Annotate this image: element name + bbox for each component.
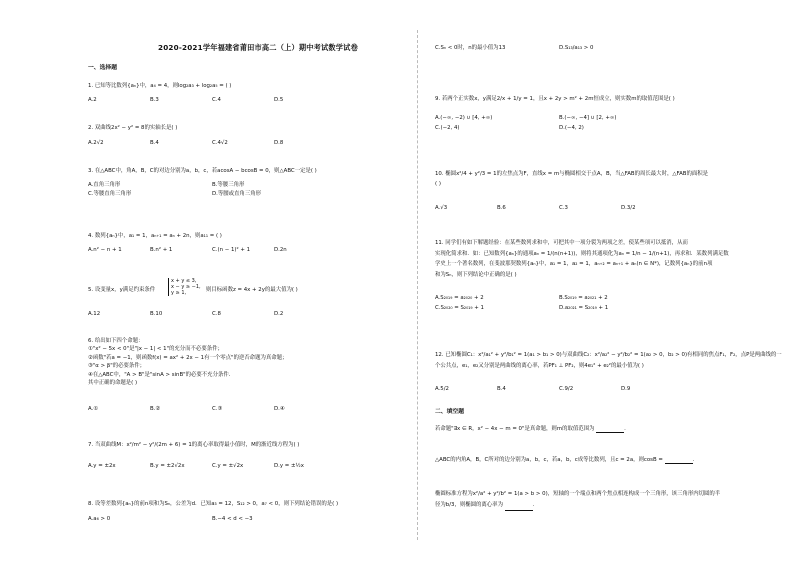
question-8-option-b[interactable]: B.−4 < d < −3 [212, 516, 253, 522]
question-10-option-c[interactable]: C.3 [559, 205, 568, 211]
right-column [435, 0, 782, 562]
question-11-option-b[interactable]: B.S₂₀₁₉ = a₂₀₂₁ + 2 [559, 295, 608, 301]
question-1-option-c[interactable]: C.4 [212, 97, 221, 103]
question-5-tail: 则目标函数z = 4x + 2y的最大值为( ) [206, 287, 298, 293]
question-6-line-1: 6. 给出如下四个命题： [88, 338, 144, 344]
question-12-option-b[interactable]: B.4 [497, 386, 506, 392]
question-4-option-a[interactable]: A.n² − n + 1 [88, 247, 122, 253]
question-9-option-b[interactable]: B.(−∞, −4] ∪ [2, +∞) [559, 115, 617, 121]
question-12-line-1: 12. 已知椭圆C₁：x²/a₁² + y²/b₁² = 1(a₁ > b₁ > 0)与双曲线C₂：x²/a₂² − y²/b₂² = 1(a₂ > 0，b₂ > 0)有相同的焦点F₁，F₂，点P是两曲线的一 [435, 352, 782, 358]
question-2-option-d[interactable]: D.8 [274, 140, 284, 146]
question-1-option-d[interactable]: D.5 [274, 97, 284, 103]
question-6-line-5: ④在△ABC中，"A > B"是"sinA > sinB"的必要不充分条件． [88, 371, 235, 378]
question-9-option-a[interactable]: A.(−∞, −2) ∪ [4, +∞) [435, 115, 493, 121]
question-9-option-d[interactable]: D.(−4, 2) [559, 125, 584, 131]
question-2-option-b[interactable]: B.4 [150, 140, 159, 146]
question-5-option-c[interactable]: C.8 [212, 311, 221, 317]
question-1-text: 1. 已知等比数列{aₙ}中，a₄ = 4，则log₂a₃ + log₂a₅ = ( ) [88, 83, 232, 89]
question-3-option-a[interactable]: A.直角三角形 [88, 182, 121, 188]
question-3-option-b[interactable]: B.等腰三角形 [212, 182, 245, 188]
question-9 [435, 95, 794, 103]
question-4 [88, 232, 428, 240]
question-5-option-b[interactable]: B.10 [150, 311, 163, 317]
question-4-option-c[interactable]: C.(n − 1)² + 1 [212, 247, 251, 253]
question-5-constraint-2: x − y ≥ −1, [171, 284, 201, 290]
question-5-constraints [168, 278, 201, 296]
question-13: 若命题"∃x ∈ R，x² − 4x − m = 0"是真命题，则m的取值范围为 . [435, 426, 626, 432]
question-10-option-d[interactable]: D.3/2 [621, 205, 636, 211]
question-6-line-4: ③"α > β"的必要条件； [88, 363, 146, 370]
section-choice-heading: 一、选择题 [88, 65, 117, 71]
question-10-line-1: 10. 椭圆x²/4 + y²/3 = 1的左焦点为F，直线x = m与椭圆相交于点A，B，当△FAB的周长最大时，△FAB的面积是 [435, 171, 709, 177]
section-fill-heading: 二、填空题 [435, 409, 464, 415]
question-10-option-a[interactable]: A.√3 [435, 205, 448, 211]
question-8-option-c[interactable]: C.Sₙ < 0时，n的最小值为13 [435, 45, 506, 51]
question-11-line-1: 11. 同学们有如下解题经验：在某些数列求和中，可把其中一项分裂为两项之差，使某些项可以抵消，从而 [435, 240, 688, 246]
question-13-answer-blank[interactable] [596, 426, 624, 433]
question-6-line-6: 其中正确的命题是( ) [88, 380, 138, 387]
question-5-option-a[interactable]: A.12 [88, 311, 101, 317]
question-7-option-c[interactable]: C.y = ±√2x [212, 463, 244, 469]
question-15-line-2: 径为b/3，则椭圆的离心率为 [435, 502, 503, 508]
question-6 [88, 337, 428, 387]
question-7-option-b[interactable]: B.y = ±2√2x [150, 463, 185, 469]
question-5 [88, 278, 428, 296]
question-6-option-d[interactable]: D.④ [274, 406, 285, 412]
question-11-line-4: 和为Sₙ，则下列结论中正确的是( ) [435, 271, 517, 278]
left-column [88, 0, 428, 562]
question-6-line-2: ①"x² − 5x < 0"是"|x − 1| < 1"的充分而不必要条件； [88, 346, 223, 353]
question-10-line-2: ( ) [435, 181, 441, 187]
question-5-text: 5. 设变量x，y满足约束条件 [88, 287, 156, 293]
question-6-option-a[interactable]: A.① [88, 406, 99, 412]
question-8 [88, 500, 428, 508]
question-4-text: 4. 数列{aₙ}中，a₁ = 1，aₙ₊₁ = aₙ + 2n，则a₁₁ = ( ) [88, 233, 222, 239]
question-7-option-a[interactable]: A.y = ±2x [88, 463, 116, 469]
question-14-answer-blank[interactable] [665, 457, 693, 464]
question-3 [88, 167, 428, 175]
question-15-answer-blank[interactable] [505, 504, 533, 511]
question-1-option-b[interactable]: B.3 [150, 97, 159, 103]
question-11-option-a[interactable]: A.S₂₀₁₉ = a₂₀₂₀ + 2 [435, 295, 484, 301]
question-4-option-b[interactable]: B.n² + 1 [150, 247, 173, 253]
question-2-option-c[interactable]: C.4√2 [212, 140, 228, 146]
question-9-option-c[interactable]: C.(−2, 4) [435, 125, 460, 131]
question-2-text: 2. 双曲线2x² − y² = 8的实轴长是( ) [88, 125, 178, 131]
question-10 [435, 169, 794, 189]
question-12 [435, 350, 794, 371]
question-6-option-c[interactable]: C.③ [212, 406, 223, 412]
question-5-constraint-3: y ≥ 1, [171, 290, 187, 296]
question-15-line-1: 椭圆标准方程为x²/a² + y²/b² = 1(a > b > 0)，短轴的一个端点和两个焦点相连构成一个三角形，该三角形内切圆的半 [435, 491, 721, 497]
question-3-text: 3. 在△ABC中，角A，B，C的对边分别为a，b，c，若acosA − bcosB = 0，则△ABC一定是( ) [88, 168, 317, 174]
question-15: 椭圆标准方程为x²/a² + y²/b² = 1(a > b > 0)，短轴的一个端点和两个焦点相连构成一个三角形，该三角形内切圆的半 径为b/3，则椭圆的离心率为 . [435, 489, 794, 511]
question-3-option-d[interactable]: D.等腰或直角三角形 [212, 191, 261, 197]
question-11-option-d[interactable]: D.a₂₀₂₁ = S₂₀₁₉ + 1 [559, 305, 609, 311]
question-7-option-d[interactable]: D.y = ±½x [274, 463, 304, 469]
question-7 [88, 441, 428, 449]
question-14: △ABC的内角A，B，C所对的边分别为a，b，c，若a，b，c成等比数列，且c = 2a，则cosB = . [435, 457, 695, 463]
question-7-text: 7. 当双曲线M：x²/m² − y²/(2m + 6) = 1的离心率取得最小值时，M的渐近线方程为( ) [88, 442, 300, 448]
question-6-option-b[interactable]: B.② [150, 406, 161, 412]
question-8-text: 8. 设等差数列{aₙ}的前n项和为Sₙ，公差为d．已知a₃ = 12，S₁₂ > 0，a₇ < 0，则下列结论错误的是( ) [88, 501, 339, 507]
question-13-text: 若命题"∃x ∈ R，x² − 4x − m = 0"是真命题，则m的取值范围为 [435, 426, 595, 432]
question-5-constraint-1: x + y ≤ 3, [171, 278, 197, 284]
question-3-option-c[interactable]: C.等腰直角三角形 [88, 191, 132, 197]
question-2-option-a[interactable]: A.2√2 [88, 140, 104, 146]
question-14-text: △ABC的内角A，B，C所对的边分别为a，b，c，若a，b，c成等比数列，且c = 2a，则cosB = [435, 457, 663, 463]
question-4-option-d[interactable]: D.2n [274, 247, 287, 253]
question-6-line-3: ②函数"若a = −1，则函数f(x) = ax² + 2x − 1有一个零点"的逆否命题为真命题； [88, 354, 288, 361]
exam-title: 2020-2021学年福建省莆田市高二（上）期中考试数学试卷 [158, 43, 358, 52]
question-2 [88, 124, 428, 132]
question-10-option-b[interactable]: B.6 [497, 205, 506, 211]
question-1 [88, 82, 428, 90]
question-12-option-d[interactable]: D.9 [621, 386, 631, 392]
question-12-line-2: 个公共点，e₁，e₂又分别是两曲线的离心率，若PF₁ ⊥ PF₂，则4e₁² + e₂²的最小值为( ) [435, 362, 644, 369]
question-11-line-3: 学史上一个著名数列，在斐波那契数列{aₙ}中，a₁ = 1，a₂ = 1，aₙ₊₂ = aₙ₊₁ + aₙ(n ∈ N*)，记数列{aₙ}的前n项 [435, 261, 713, 267]
question-12-option-a[interactable]: A.5/2 [435, 386, 449, 392]
question-12-option-c[interactable]: C.9/2 [559, 386, 574, 392]
question-8-option-d[interactable]: D.S₁₃/a₁₃ > 0 [559, 45, 594, 51]
question-5-option-d[interactable]: D.2 [274, 311, 284, 317]
question-11-option-c[interactable]: C.S₂₀₂₀ = S₂₀₁₉ + 1 [435, 305, 484, 311]
question-1-option-a[interactable]: A.2 [88, 97, 97, 103]
question-11-line-2: 实现化简求和．如：已知数列{aₙ}的通项aₙ = 1/(n(n+1))，则将其通项化为aₙ = 1/n − 1/(n+1)，再求和．某数列满足数 [435, 250, 729, 257]
question-9-text: 9. 若两个正实数x，y满足2/x + 1/y = 1，且x + 2y > m² + 2m恒成立，则实数m的取值范围是( ) [435, 96, 675, 102]
question-8-option-a[interactable]: A.a₆ > 0 [88, 516, 111, 522]
question-11 [435, 238, 794, 280]
